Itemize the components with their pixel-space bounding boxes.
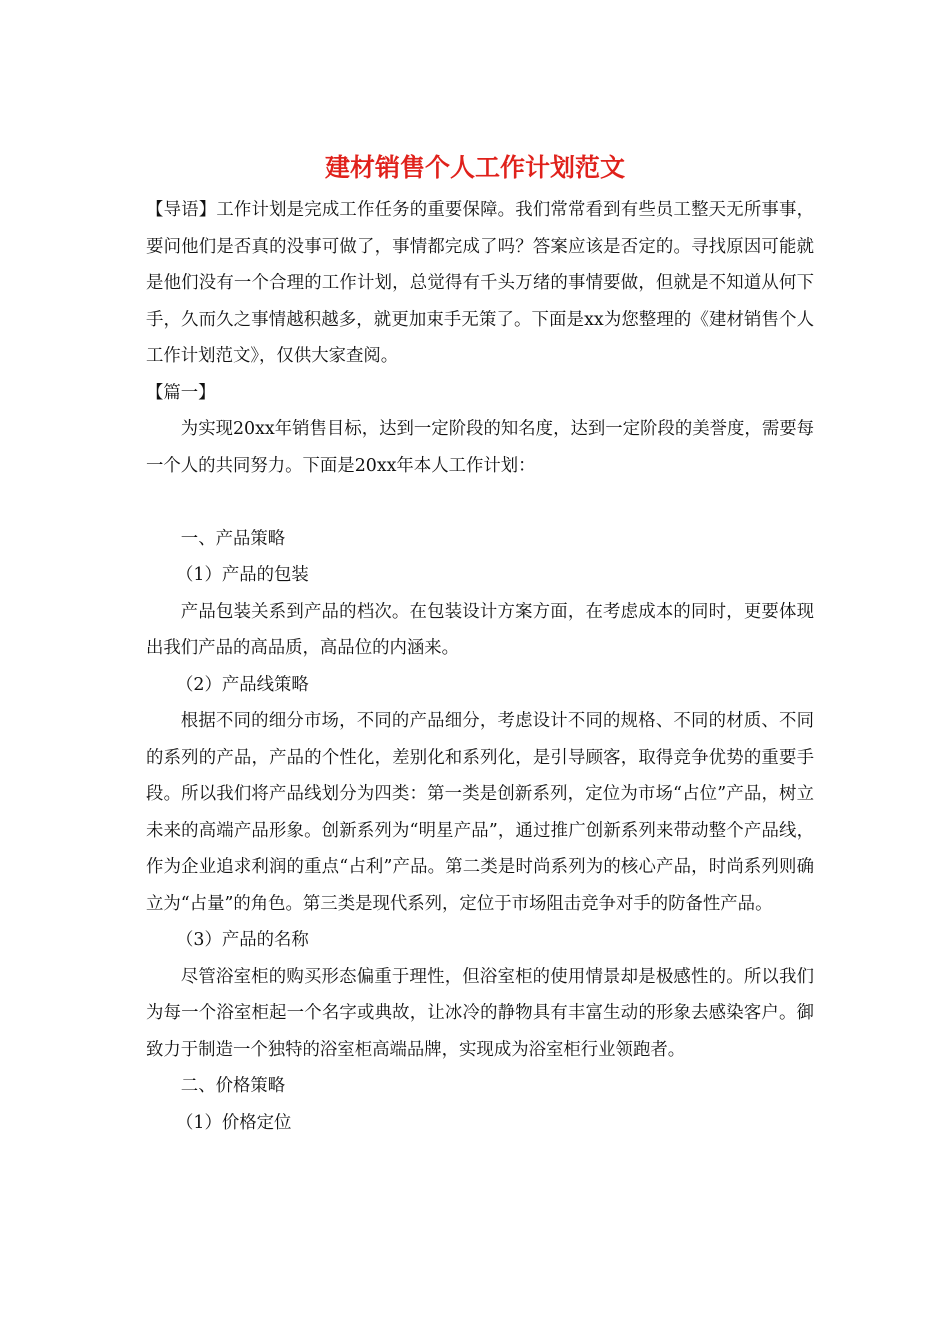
document-title: 建材销售个人工作计划范文	[324, 153, 625, 182]
part-label: 【篇一】	[146, 382, 216, 403]
subheading-price-positioning: （1）价格定位	[176, 1112, 292, 1133]
packaging-paragraph: 产品包装关系到产品的档次。在包装设计方案方面，在考虑成本的同时，更要体现出我们产品的高品质，高品位的内涵来。	[146, 601, 814, 658]
subheading-packaging: （1）产品的包装	[176, 565, 309, 585]
product-name-paragraph: 尽管浴室柜的购买形态偏重于理性，但浴室柜的使用情景却是极感性的。所以我们为每一个浴室柜起一个名字或典故，让冰冷的静物具有丰富生动的形象去感染客户。御致力于制造一个独特的浴室柜高端品牌，实现成为浴室柜行业领跑者。	[146, 966, 814, 1060]
product-line-paragraph: 根据不同的细分市场，不同的产品细分，考虑设计不同的规格、不同的材质、不同的系列的产品，产品的个性化，差别化和系列化，是引导顾客，取得竞争优势的重要手段。所以我们将产品线划分为四类：第一类是创新系列，定位为市场“占位”产品，树立未来的高端产品形象。创新系列为“明星产品”，通过推广创新系列来带动整个产品线，作为企业追求利润的重点“占利”产品。第二类是时尚系列为的核心产品，时尚系列则确立为“占量”的角色。第三类是现代系列，定位于市场阻击竞争对手的防备性产品。	[146, 711, 814, 914]
blank-line	[146, 484, 814, 521]
intro-paragraph: 【导语】工作计划是完成工作任务的重要保障。我们常常看到有些员工整天无所事事，要问他们是否真的没事可做了，事情都完成了吗？答案应该是否定的。寻找原因可能就是他们没有一个合理的工作计划，总觉得有千头万绪的事情要做，但就是不知道从何下手，久而久之事情越积越多，就更加束手无策了。下面是xx为您整理的《建材销售个人工作计划范文》，仅供大家查阅。	[146, 200, 814, 366]
document-body	[146, 192, 814, 1141]
subheading-product-line: （2）产品线策略	[176, 674, 309, 695]
section-heading-price-strategy: 二、价格策略	[180, 1076, 286, 1096]
subheading-product-name: （3）产品的名称	[176, 930, 309, 950]
section-heading-product-strategy: 一、产品策略	[180, 528, 286, 549]
opening-paragraph: 为实现20xx年销售目标，达到一定阶段的知名度，达到一定阶段的美誉度，需要每一个人的共同努力。下面是20xx年本人工作计划：	[146, 419, 814, 476]
